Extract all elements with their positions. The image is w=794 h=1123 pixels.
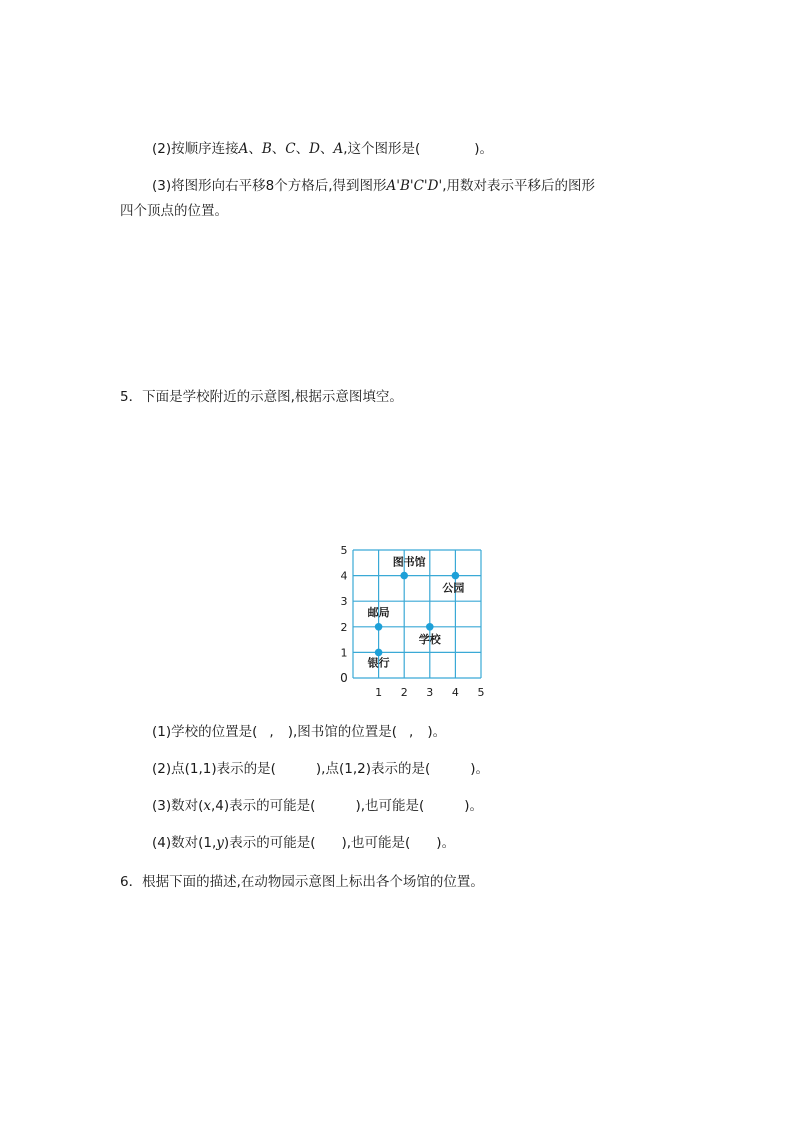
y-tick-label: 5: [340, 544, 348, 557]
variable-y: y: [216, 835, 224, 851]
q5-item-2-text: )。: [470, 761, 490, 777]
separator: 、: [271, 141, 286, 157]
y-tick-label: 4: [340, 569, 348, 583]
origin-label: 0: [340, 671, 348, 685]
q5-item-2-text: ),点(1,2)表示的是(: [315, 761, 431, 777]
place-label: 公园: [442, 581, 465, 595]
q4-part2: [152, 140, 493, 158]
place-dot: [426, 623, 434, 631]
q6-title: 6．根据下面的描述,在动物园示意图上标出各个场馆的位置。: [120, 874, 484, 890]
q5-item-3-text: (3)数对(: [152, 798, 204, 814]
q5-item-4-text: ),也可能是(: [341, 835, 411, 851]
q5-item-4-text: )表示的可能是(: [223, 835, 316, 851]
q5-item-1: [152, 723, 446, 741]
q5-item-1-text: (1)学校的位置是(: [152, 724, 258, 740]
comma: ,: [409, 724, 414, 740]
x-tick-label: 5: [477, 686, 485, 699]
place-dot: [375, 623, 383, 631]
separator: 、: [295, 141, 310, 157]
school-map: [330, 538, 500, 708]
variable-x: x: [203, 798, 212, 814]
q4-part3-number: 8: [265, 178, 275, 194]
place-dot: [400, 572, 408, 580]
point-d: D: [309, 141, 320, 157]
place-dot: [375, 649, 383, 657]
point-c: C: [285, 141, 296, 157]
x-tick-label: 3: [426, 686, 434, 699]
q4-part2-prefix: (2)按顺序连接: [152, 141, 239, 157]
place-label: 邮局: [367, 605, 390, 619]
q4-part3-mid: 个方格后,得到图形: [274, 178, 387, 194]
point-b: B: [261, 141, 272, 157]
x-tick-label: 4: [451, 686, 459, 699]
y-tick-label: 2: [340, 620, 348, 634]
y-tick-label: 3: [340, 595, 348, 609]
comma: ,: [269, 724, 274, 740]
q4-part2-mid: ,这个图形是(: [343, 141, 421, 157]
q5-item-3-text: ),也可能是(: [355, 798, 425, 814]
q4-part3-prefix: (3)将图形向右平移: [152, 178, 266, 194]
q4-part3: [152, 177, 595, 195]
x-tick-label: 2: [400, 686, 408, 699]
q5-item-4: [152, 834, 455, 852]
place-dot: [452, 572, 460, 580]
separator: 、: [248, 141, 262, 157]
q5-title: 5．下面是学校附近的示意图,根据示意图填空。: [120, 389, 403, 405]
q5-item-3-text: ,4)表示的可能是(: [211, 798, 316, 814]
q4-part3-line2: 四个顶点的位置。: [120, 203, 228, 219]
q5-item-2: [152, 760, 489, 778]
x-tick-label: 1: [375, 686, 383, 699]
point-a: A: [238, 141, 249, 157]
q4-part3-tail: ,用数对表示平移后的图形: [442, 178, 595, 194]
y-tick-label: 1: [340, 646, 348, 660]
q5-item-4-text: )。: [436, 835, 456, 851]
place-label: 图书馆: [392, 555, 426, 569]
q5-item-3: [152, 797, 483, 815]
point-a-end: A: [333, 141, 344, 157]
q5-item-2-text: (2)点(1,1)表示的是(: [152, 761, 276, 777]
q5-item-1-text: ),图书馆的位置是(: [287, 724, 398, 740]
separator: 、: [319, 141, 334, 157]
place-label: 学校: [418, 632, 441, 646]
q5-item-1-text: )。: [427, 724, 447, 740]
place-label: 银行: [367, 656, 390, 670]
q4-part3-figure: A'B'C'D': [386, 178, 443, 194]
q5-item-4-text: (4)数对(1,: [152, 835, 217, 851]
q5-item-3-text: )。: [464, 798, 484, 814]
q4-part2-end: )。: [474, 141, 494, 157]
